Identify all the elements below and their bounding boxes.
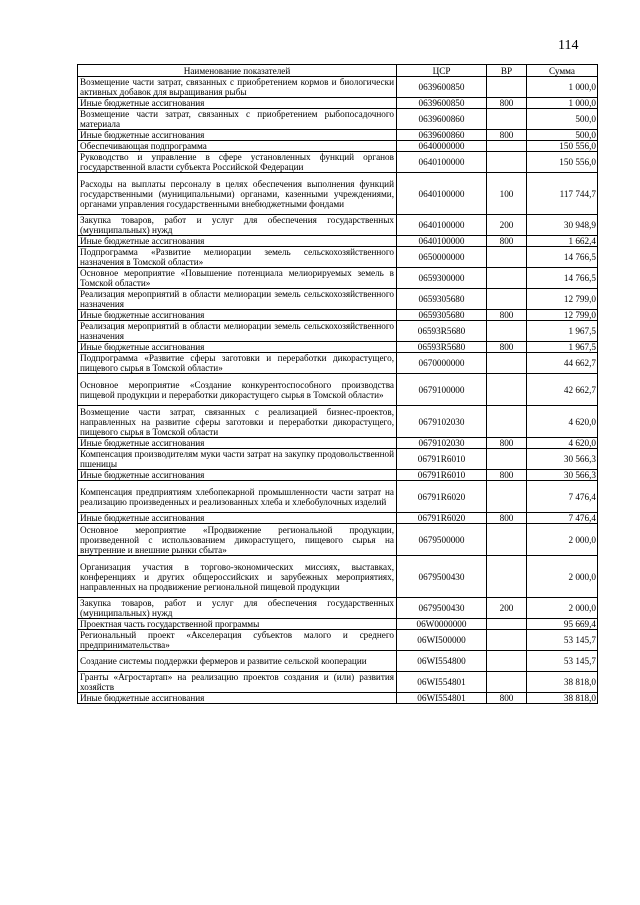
- row-name: Руководство и управление в сфере установленных функций органов государственной власти субъекта Российской Федерации: [78, 152, 397, 173]
- row-csr: 0679500000: [397, 524, 487, 556]
- row-vr: 800: [487, 438, 527, 449]
- table-row: [78, 630, 598, 651]
- row-csr: 0679500430: [397, 556, 487, 598]
- table-row: [78, 130, 598, 141]
- row-name: Проектная часть государственной программы: [78, 619, 397, 630]
- table-row: [78, 374, 598, 406]
- table-row: [78, 98, 598, 109]
- table-row: [78, 438, 598, 449]
- row-vr: [487, 141, 527, 152]
- row-sum: 1 662,4: [527, 236, 598, 247]
- row-csr: 0679102030: [397, 406, 487, 438]
- row-csr: 06WI500000: [397, 630, 487, 651]
- table-body: [78, 77, 598, 704]
- row-sum: 1 967,5: [527, 342, 598, 353]
- row-vr: 800: [487, 342, 527, 353]
- row-csr: 0639600860: [397, 130, 487, 141]
- row-name: Основное мероприятие «Продвижение региональной продукции, произведенной с использованием дикорастущего, пищевого сырья на внутренние и внешние рынки сбыта»: [78, 524, 397, 556]
- row-name: Иные бюджетные ассигнования: [78, 513, 397, 524]
- table-row: [78, 651, 598, 672]
- row-name: Реализация мероприятий в области мелиорации земель сельскохозяйственного назначения: [78, 289, 397, 310]
- row-name: Подпрограмма «Развитие сферы заготовки и переработки дикорастущего, пищевого сырья в Томской области»: [78, 353, 397, 374]
- row-vr: [487, 268, 527, 289]
- row-vr: [487, 481, 527, 513]
- table-row: [78, 556, 598, 598]
- row-csr: 0640000000: [397, 141, 487, 152]
- row-sum: 30 948,9: [527, 215, 598, 236]
- row-name: Иные бюджетные ассигнования: [78, 693, 397, 704]
- table-row: [78, 321, 598, 342]
- row-csr: 06593R5680: [397, 342, 487, 353]
- row-name: Основное мероприятие «Создание конкурентоспособного производства пищевой продукции и переработки дикорастущего сырья в Томской области»: [78, 374, 397, 406]
- budget-table: [77, 64, 598, 704]
- row-vr: [487, 77, 527, 98]
- row-name: Возмещение части затрат, связанных с реализацией бизнес-проектов, направленных на развитие сферы заготовки и переработки дикорастущего, пищевого сырья в Томской области: [78, 406, 397, 438]
- table-row: [78, 693, 598, 704]
- row-csr: 06791R6020: [397, 481, 487, 513]
- row-sum: 30 566,3: [527, 470, 598, 481]
- row-sum: 44 662,7: [527, 353, 598, 374]
- table-row: [78, 268, 598, 289]
- row-name: Гранты «Агростартап» на реализацию проектов создания и (или) развития хозяйств: [78, 672, 397, 693]
- table-row: [78, 247, 598, 268]
- row-vr: 200: [487, 215, 527, 236]
- row-sum: 2 000,0: [527, 524, 598, 556]
- row-name: Возмещение части затрат, связанных с приобретением кормов и биологически активных добавок для выращивания рыбы: [78, 77, 397, 98]
- row-name: Основное мероприятие «Повышение потенциала мелиорируемых земель в Томской области»: [78, 268, 397, 289]
- row-name: Закупка товаров, работ и услуг для обеспечения государственных (муниципальных) нужд: [78, 215, 397, 236]
- table-row: [78, 236, 598, 247]
- row-sum: 7 476,4: [527, 513, 598, 524]
- table-row: [78, 406, 598, 438]
- row-csr: 0659305680: [397, 289, 487, 310]
- table-row: [78, 141, 598, 152]
- row-vr: [487, 353, 527, 374]
- row-csr: 0640100000: [397, 215, 487, 236]
- table-row: [78, 109, 598, 130]
- row-vr: 800: [487, 130, 527, 141]
- row-sum: 95 669,4: [527, 619, 598, 630]
- table-row: [78, 353, 598, 374]
- row-sum: 38 818,0: [527, 672, 598, 693]
- row-sum: 12 799,0: [527, 310, 598, 321]
- row-csr: 0659300000: [397, 268, 487, 289]
- row-vr: [487, 152, 527, 173]
- table-row: [78, 672, 598, 693]
- row-name: Региональный проект «Акселерация субъектов малого и среднего предпринимательства»: [78, 630, 397, 651]
- header-csr: ЦСР: [397, 65, 487, 77]
- row-sum: 42 662,7: [527, 374, 598, 406]
- header-name: Наименование показателей: [78, 65, 397, 77]
- row-vr: [487, 630, 527, 651]
- row-vr: [487, 321, 527, 342]
- row-csr: 06W0000000: [397, 619, 487, 630]
- row-sum: 1 000,0: [527, 98, 598, 109]
- row-vr: [487, 619, 527, 630]
- row-sum: 14 766,5: [527, 247, 598, 268]
- row-vr: [487, 651, 527, 672]
- row-sum: 12 799,0: [527, 289, 598, 310]
- row-csr: 0659305680: [397, 310, 487, 321]
- row-sum: 4 620,0: [527, 438, 598, 449]
- row-name: Иные бюджетные ассигнования: [78, 438, 397, 449]
- row-csr: 0640100000: [397, 236, 487, 247]
- row-csr: 0679102030: [397, 438, 487, 449]
- row-sum: 4 620,0: [527, 406, 598, 438]
- row-csr: 0640100000: [397, 173, 487, 215]
- table-row: [78, 619, 598, 630]
- row-vr: [487, 374, 527, 406]
- row-name: Подпрограмма «Развитие мелиорации земель сельскохозяйственного назначения в Томской области»: [78, 247, 397, 268]
- row-sum: 2 000,0: [527, 598, 598, 619]
- row-name: Закупка товаров, работ и услуг для обеспечения государственных (муниципальных) нужд: [78, 598, 397, 619]
- row-vr: [487, 406, 527, 438]
- row-sum: 53 145,7: [527, 651, 598, 672]
- row-vr: [487, 524, 527, 556]
- row-csr: 0639600860: [397, 109, 487, 130]
- row-csr: 0639600850: [397, 77, 487, 98]
- row-vr: 800: [487, 693, 527, 704]
- row-sum: 2 000,0: [527, 556, 598, 598]
- table-row: [78, 173, 598, 215]
- row-csr: 06WI554800: [397, 651, 487, 672]
- page-number: 114: [558, 38, 579, 53]
- row-sum: 500,0: [527, 130, 598, 141]
- row-csr: 0639600850: [397, 98, 487, 109]
- table-row: [78, 152, 598, 173]
- row-vr: 800: [487, 98, 527, 109]
- table-row: [78, 470, 598, 481]
- row-vr: 800: [487, 470, 527, 481]
- row-csr: 0679100000: [397, 374, 487, 406]
- row-sum: 1 967,5: [527, 321, 598, 342]
- row-vr: [487, 672, 527, 693]
- row-name: Иные бюджетные ассигнования: [78, 310, 397, 321]
- row-name: Расходы на выплаты персоналу в целях обеспечения выполнения функций государственными (муниципальными) органами, казенными учреждениями, органами управления государственными внебюджетными фондами: [78, 173, 397, 215]
- row-name: Иные бюджетные ассигнования: [78, 130, 397, 141]
- table-row: [78, 598, 598, 619]
- row-vr: [487, 449, 527, 470]
- row-csr: 06791R6010: [397, 449, 487, 470]
- table-row: [78, 524, 598, 556]
- row-sum: 500,0: [527, 109, 598, 130]
- row-vr: 800: [487, 236, 527, 247]
- row-csr: 06791R6020: [397, 513, 487, 524]
- row-vr: [487, 109, 527, 130]
- row-vr: [487, 289, 527, 310]
- row-csr: 0670000000: [397, 353, 487, 374]
- row-name: Иные бюджетные ассигнования: [78, 342, 397, 353]
- row-csr: 0650000000: [397, 247, 487, 268]
- row-sum: 150 556,0: [527, 152, 598, 173]
- row-sum: 150 556,0: [527, 141, 598, 152]
- table-row: [78, 449, 598, 470]
- row-vr: 100: [487, 173, 527, 215]
- row-vr: [487, 247, 527, 268]
- table-row: [78, 215, 598, 236]
- row-name: Создание системы поддержки фермеров и развитие сельской кооперации: [78, 651, 397, 672]
- row-vr: [487, 556, 527, 598]
- row-name: Организация участия в торгово-экономических миссиях, выставках, конференциях и других общероссийских и зарубежных мероприятиях, направленных на продвижение региональной пищевой продукции: [78, 556, 397, 598]
- row-name: Иные бюджетные ассигнования: [78, 470, 397, 481]
- row-csr: 06593R5680: [397, 321, 487, 342]
- table-row: [78, 342, 598, 353]
- row-csr: 06WI554801: [397, 672, 487, 693]
- row-name: Компенсация предприятиям хлебопекарной промышленности части затрат на реализацию произведенных и реализованных хлеба и хлебобулочных изделий: [78, 481, 397, 513]
- row-name: Иные бюджетные ассигнования: [78, 236, 397, 247]
- row-csr: 0640100000: [397, 152, 487, 173]
- header-sum: Сумма: [527, 65, 598, 77]
- row-vr: 800: [487, 513, 527, 524]
- row-sum: 14 766,5: [527, 268, 598, 289]
- row-name: Иные бюджетные ассигнования: [78, 98, 397, 109]
- row-csr: 06WI554801: [397, 693, 487, 704]
- row-vr: 200: [487, 598, 527, 619]
- row-csr: 0679500430: [397, 598, 487, 619]
- row-name: Компенсация производителям муки части затрат на закупку продовольственной пшеницы: [78, 449, 397, 470]
- row-name: Реализация мероприятий в области мелиорации земель сельскохозяйственного назначения: [78, 321, 397, 342]
- row-sum: 30 566,3: [527, 449, 598, 470]
- table-row: [78, 481, 598, 513]
- table-row: [78, 513, 598, 524]
- table-row: [78, 77, 598, 98]
- row-sum: 7 476,4: [527, 481, 598, 513]
- row-name: Обеспечивающая подпрограмма: [78, 141, 397, 152]
- row-csr: 06791R6010: [397, 470, 487, 481]
- table-header-row: [78, 65, 598, 77]
- table-row: [78, 289, 598, 310]
- header-vr: ВР: [487, 65, 527, 77]
- row-vr: 800: [487, 310, 527, 321]
- row-sum: 117 744,7: [527, 173, 598, 215]
- table-row: [78, 310, 598, 321]
- row-sum: 1 000,0: [527, 77, 598, 98]
- row-sum: 38 818,0: [527, 693, 598, 704]
- row-sum: 53 145,7: [527, 630, 598, 651]
- row-name: Возмещение части затрат, связанных с приобретением рыбопосадочного материала: [78, 109, 397, 130]
